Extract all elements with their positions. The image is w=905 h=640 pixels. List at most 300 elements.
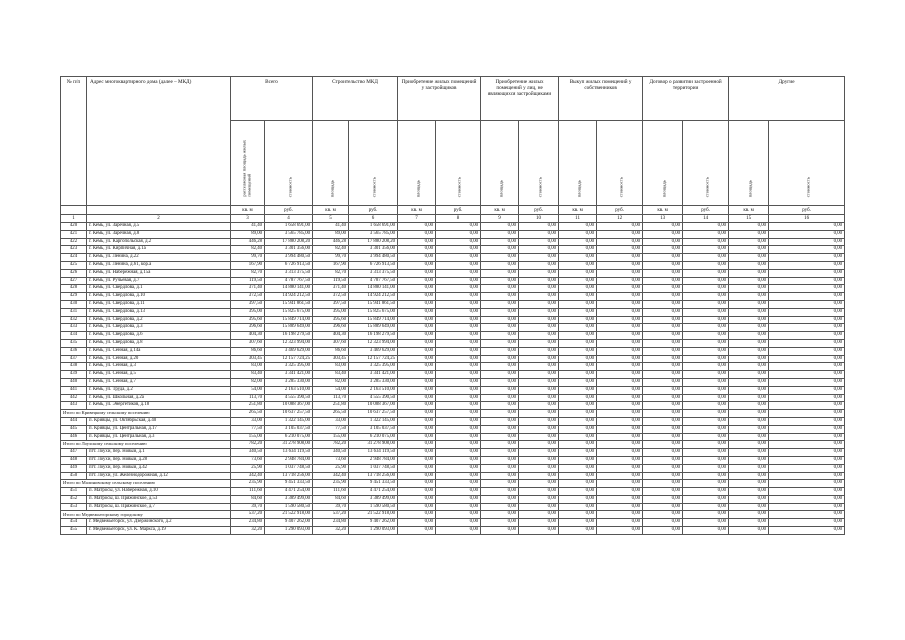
subheader-settled-area: расселяемая площадь жилых помещений — [231, 121, 265, 206]
zero-area-cell: 0,00 — [729, 449, 769, 457]
zero-area-cell: 0,00 — [729, 324, 769, 332]
table-row — [61, 285, 845, 293]
total-cost-cell: 10 637 257,50 — [265, 410, 313, 418]
zero-cost-cell: 0,00 — [683, 410, 729, 418]
zero-area-cell: 0,00 — [643, 425, 683, 433]
zero-area-cell: 0,00 — [481, 495, 519, 503]
zero-area-cell: 0,00 — [643, 386, 683, 394]
zero-cost-cell: 0,00 — [519, 488, 559, 496]
table-row — [61, 355, 845, 363]
row-address: г. Кемь, ул. Сенная, д.7 — [87, 378, 231, 386]
subtotal-label: Итого по Малиновскому сельскому поселению — [61, 480, 231, 488]
zero-cost-cell: 0,00 — [597, 363, 643, 371]
zero-area-cell: 0,00 — [643, 308, 683, 316]
zero-area-cell: 0,00 — [398, 363, 436, 371]
zero-cost-cell: 0,00 — [436, 519, 481, 527]
table-row — [61, 254, 845, 262]
zero-area-cell: 0,00 — [643, 347, 683, 355]
table-body — [61, 223, 845, 535]
settled-area-cell: 25,90 — [231, 464, 265, 472]
zero-area-cell: 0,00 — [559, 277, 597, 285]
zero-cost-cell: 0,00 — [597, 339, 643, 347]
zero-area-cell: 0,00 — [559, 410, 597, 418]
zero-area-cell: 0,00 — [481, 456, 519, 464]
zero-area-cell: 0,00 — [729, 339, 769, 347]
construction-cost-cell: 1 322 145,00 — [349, 417, 398, 425]
zero-cost-cell: 0,00 — [519, 371, 559, 379]
zero-cost-cell: 0,00 — [683, 363, 729, 371]
row-address: п. Кривцы, ул. Октябрьская, д.40 — [87, 417, 231, 425]
zero-area-cell: 0,00 — [398, 527, 436, 535]
zero-area-cell: 0,00 — [481, 308, 519, 316]
column-number: 4 — [265, 215, 313, 223]
construction-area-cell: 111,60 — [313, 488, 349, 496]
total-cost-cell: 1 590 580,50 — [265, 503, 313, 511]
header-buyout: Выкуп жилых помещений у собственников — [559, 77, 643, 121]
unit-cell — [61, 206, 87, 215]
table-row — [61, 464, 845, 472]
zero-cost-cell: 0,00 — [519, 300, 559, 308]
zero-cost-cell: 0,00 — [769, 269, 845, 277]
settled-area-cell: 111,60 — [231, 488, 265, 496]
zero-area-cell: 0,00 — [643, 464, 683, 472]
unit-cell: кв. м — [231, 206, 265, 215]
zero-cost-cell: 0,00 — [597, 495, 643, 503]
construction-cost-cell: 12 323 994,00 — [349, 339, 398, 347]
zero-area-cell: 0,00 — [398, 347, 436, 355]
zero-area-cell: 0,00 — [729, 519, 769, 527]
header-development-contract: Договор о развитии застроенной территории — [643, 77, 729, 121]
zero-area-cell: 0,00 — [398, 324, 436, 332]
column-number: 11 — [559, 215, 597, 223]
zero-area-cell: 0,00 — [481, 223, 519, 231]
total-cost-cell: 3 301 356,00 — [265, 246, 313, 254]
document-sheet — [60, 76, 844, 535]
total-cost-cell: 12 323 994,00 — [265, 339, 313, 347]
construction-cost-cell: 13 634 119,50 — [349, 449, 398, 457]
construction-cost-cell: 6 210 075,00 — [349, 433, 398, 441]
zero-cost-cell: 0,00 — [597, 277, 643, 285]
zero-area-cell: 0,00 — [559, 316, 597, 324]
zero-cost-cell: 0,00 — [597, 488, 643, 496]
header-acquisition-developers: Приобретение жилых помещений у застройщиков — [398, 77, 481, 121]
zero-area-cell: 0,00 — [559, 269, 597, 277]
zero-cost-cell: 0,00 — [683, 308, 729, 316]
zero-cost-cell: 0,00 — [436, 355, 481, 363]
zero-area-cell: 0,00 — [559, 417, 597, 425]
zero-cost-cell: 0,00 — [769, 254, 845, 262]
zero-area-cell: 0,00 — [729, 261, 769, 269]
unit-cell: руб. — [265, 206, 313, 215]
total-cost-cell: 9 451 333,50 — [265, 480, 313, 488]
zero-area-cell: 0,00 — [398, 246, 436, 254]
zero-area-cell: 0,00 — [559, 480, 597, 488]
zero-cost-cell: 0,00 — [597, 519, 643, 527]
zero-cost-cell: 0,00 — [597, 347, 643, 355]
zero-cost-cell: 0,00 — [597, 417, 643, 425]
zero-area-cell: 0,00 — [398, 503, 436, 511]
zero-area-cell: 0,00 — [643, 449, 683, 457]
table-row — [61, 300, 845, 308]
zero-area-cell: 0,00 — [729, 277, 769, 285]
construction-cost-cell: 1 290 093,00 — [349, 527, 398, 535]
row-number: 449 — [61, 464, 87, 472]
zero-cost-cell: 0,00 — [519, 316, 559, 324]
zero-area-cell: 0,00 — [729, 254, 769, 262]
zero-cost-cell: 0,00 — [683, 238, 729, 246]
zero-area-cell: 0,00 — [559, 488, 597, 496]
zero-cost-cell: 0,00 — [436, 386, 481, 394]
zero-area-cell: 0,00 — [481, 402, 519, 410]
zero-cost-cell: 0,00 — [436, 371, 481, 379]
settled-area-cell: 32,20 — [231, 527, 265, 535]
zero-cost-cell: 0,00 — [683, 456, 729, 464]
zero-cost-cell: 0,00 — [683, 269, 729, 277]
zero-area-cell: 0,00 — [729, 527, 769, 535]
row-address: п. Кривцы, ул. Центральная, д.3 — [87, 433, 231, 441]
zero-area-cell: 0,00 — [559, 332, 597, 340]
zero-cost-cell: 0,00 — [436, 324, 481, 332]
construction-area-cell: 83,40 — [313, 371, 349, 379]
zero-area-cell: 0,00 — [729, 417, 769, 425]
subtotal-row — [61, 511, 845, 519]
total-cost-cell: 2 163 510,00 — [265, 386, 313, 394]
zero-area-cell: 0,00 — [729, 246, 769, 254]
subheader-area: площадь — [398, 121, 436, 206]
zero-area-cell: 0,00 — [559, 363, 597, 371]
zero-cost-cell: 0,00 — [436, 433, 481, 441]
zero-cost-cell: 0,00 — [519, 386, 559, 394]
zero-cost-cell: 0,00 — [597, 464, 643, 472]
zero-cost-cell: 0,00 — [769, 261, 845, 269]
zero-area-cell: 0,00 — [481, 394, 519, 402]
construction-area-cell: 119,50 — [313, 277, 349, 285]
construction-cost-cell: 3 565 785,00 — [349, 230, 398, 238]
zero-area-cell: 0,00 — [398, 371, 436, 379]
zero-cost-cell: 0,00 — [769, 332, 845, 340]
construction-area-cell: 89,00 — [313, 230, 349, 238]
zero-area-cell: 0,00 — [729, 378, 769, 386]
table-row — [61, 456, 845, 464]
zero-area-cell: 0,00 — [729, 480, 769, 488]
zero-cost-cell: 0,00 — [769, 246, 845, 254]
row-number: 440 — [61, 378, 87, 386]
zero-area-cell: 0,00 — [481, 246, 519, 254]
table-row — [61, 324, 845, 332]
zero-area-cell: 0,00 — [398, 230, 436, 238]
zero-cost-cell: 0,00 — [519, 425, 559, 433]
zero-area-cell: 0,00 — [729, 488, 769, 496]
zero-area-cell: 0,00 — [559, 371, 597, 379]
zero-cost-cell: 0,00 — [597, 254, 643, 262]
zero-cost-cell: 0,00 — [683, 223, 729, 231]
zero-area-cell: 0,00 — [559, 230, 597, 238]
zero-cost-cell: 0,00 — [769, 347, 845, 355]
table-row — [61, 308, 845, 316]
zero-cost-cell: 0,00 — [683, 480, 729, 488]
zero-cost-cell: 0,00 — [683, 293, 729, 301]
zero-area-cell: 0,00 — [559, 285, 597, 293]
total-cost-cell: 9 407 262,00 — [265, 519, 313, 527]
table-row — [61, 503, 845, 511]
subtotal-label: Итого по Кривецкому сельскому поселению — [61, 410, 231, 418]
zero-cost-cell: 0,00 — [683, 464, 729, 472]
unit-cell: руб. — [349, 206, 398, 215]
zero-cost-cell: 0,00 — [683, 230, 729, 238]
zero-area-cell: 0,00 — [729, 425, 769, 433]
zero-cost-cell: 0,00 — [519, 441, 559, 449]
column-number: 16 — [769, 215, 845, 223]
zero-cost-cell: 0,00 — [683, 527, 729, 535]
unit-cell: кв. м — [313, 206, 349, 215]
zero-cost-cell: 0,00 — [683, 371, 729, 379]
construction-area-cell: 33,00 — [313, 417, 349, 425]
zero-area-cell: 0,00 — [729, 371, 769, 379]
row-address: г. Кемь, ул. Свердлова, д.10 — [87, 293, 231, 301]
zero-area-cell: 0,00 — [559, 386, 597, 394]
row-number: 434 — [61, 332, 87, 340]
zero-cost-cell: 0,00 — [597, 355, 643, 363]
zero-cost-cell: 0,00 — [519, 363, 559, 371]
zero-cost-cell: 0,00 — [519, 449, 559, 457]
zero-area-cell: 0,00 — [481, 293, 519, 301]
construction-area-cell: 155,00 — [313, 433, 349, 441]
zero-cost-cell: 0,00 — [519, 230, 559, 238]
table-row — [61, 394, 845, 402]
subheader-area: площадь — [313, 121, 349, 206]
column-number: 7 — [398, 215, 436, 223]
construction-area-cell: 54,00 — [313, 386, 349, 394]
row-address: г. Кемь, ул. Заречная, д.5 — [87, 223, 231, 231]
construction-cost-cell: 9 407 262,00 — [349, 519, 398, 527]
zero-area-cell: 0,00 — [643, 527, 683, 535]
total-cost-cell: 3 341 421,00 — [265, 371, 313, 379]
total-cost-cell: 15 889 649,00 — [265, 324, 313, 332]
zero-area-cell: 0,00 — [729, 332, 769, 340]
zero-area-cell: 0,00 — [398, 480, 436, 488]
zero-cost-cell: 0,00 — [519, 246, 559, 254]
row-number: 424 — [61, 254, 87, 262]
unit-cell — [87, 206, 231, 215]
unit-cell: кв. м — [559, 206, 597, 215]
zero-cost-cell: 0,00 — [519, 261, 559, 269]
zero-cost-cell: 0,00 — [769, 293, 845, 301]
zero-area-cell: 0,00 — [729, 363, 769, 371]
zero-area-cell: 0,00 — [729, 472, 769, 480]
total-cost-cell: 21 522 918,00 — [265, 511, 313, 519]
construction-area-cell: 99,70 — [313, 254, 349, 262]
settled-area-cell: 99,70 — [231, 254, 265, 262]
construction-area-cell: 235,90 — [313, 480, 349, 488]
zero-area-cell: 0,00 — [729, 308, 769, 316]
zero-area-cell: 0,00 — [643, 511, 683, 519]
row-address: г. Кемь, ул. Заречная, д.8 — [87, 230, 231, 238]
zero-area-cell: 0,00 — [481, 254, 519, 262]
zero-area-cell: 0,00 — [643, 277, 683, 285]
construction-area-cell: 782,20 — [313, 441, 349, 449]
zero-area-cell: 0,00 — [481, 503, 519, 511]
zero-cost-cell: 0,00 — [769, 425, 845, 433]
settled-area-cell: 54,00 — [231, 386, 265, 394]
settled-area-cell: 33,00 — [231, 417, 265, 425]
row-number: 448 — [61, 456, 87, 464]
zero-area-cell: 0,00 — [481, 238, 519, 246]
subtotal-label: Итого по Медвежьегорскому городскому — [61, 511, 231, 519]
settled-area-cell: 371,40 — [231, 285, 265, 293]
total-cost-cell: 2 948 784,00 — [265, 456, 313, 464]
zero-area-cell: 0,00 — [398, 308, 436, 316]
zero-area-cell: 0,00 — [398, 425, 436, 433]
zero-cost-cell: 0,00 — [683, 347, 729, 355]
zero-area-cell: 0,00 — [643, 254, 683, 262]
zero-cost-cell: 0,00 — [769, 378, 845, 386]
zero-cost-cell: 0,00 — [683, 378, 729, 386]
zero-area-cell: 0,00 — [643, 394, 683, 402]
total-cost-cell: 15 825 675,00 — [265, 308, 313, 316]
zero-cost-cell: 0,00 — [519, 238, 559, 246]
settled-area-cell: 73,60 — [231, 456, 265, 464]
zero-area-cell: 0,00 — [559, 394, 597, 402]
zero-cost-cell: 0,00 — [436, 441, 481, 449]
row-number: 433 — [61, 324, 87, 332]
row-number: 431 — [61, 308, 87, 316]
row-number: 443 — [61, 402, 87, 410]
header-acquisition-non-developers: Приобретение жилых помещений у лиц, не являющихся застройщиками — [481, 77, 559, 121]
construction-cost-cell: 3 325 395,00 — [349, 363, 398, 371]
construction-cost-cell: 15 941 861,50 — [349, 300, 398, 308]
table-row — [61, 316, 845, 324]
zero-cost-cell: 0,00 — [519, 417, 559, 425]
total-cost-cell: 3 469 629,00 — [265, 347, 313, 355]
zero-cost-cell: 0,00 — [519, 402, 559, 410]
construction-cost-cell: 3 389 499,00 — [349, 495, 398, 503]
zero-cost-cell: 0,00 — [519, 472, 559, 480]
subheader-cost: стоимость — [769, 121, 845, 206]
zero-area-cell: 0,00 — [643, 293, 683, 301]
row-number: 445 — [61, 425, 87, 433]
zero-area-cell: 0,00 — [398, 495, 436, 503]
table-row — [61, 495, 845, 503]
zero-area-cell: 0,00 — [559, 511, 597, 519]
settled-area-cell: 155,00 — [231, 433, 265, 441]
zero-area-cell: 0,00 — [643, 488, 683, 496]
zero-area-cell: 0,00 — [398, 238, 436, 246]
subheader-cost: стоимость — [683, 121, 729, 206]
zero-area-cell: 0,00 — [481, 433, 519, 441]
zero-area-cell: 0,00 — [481, 425, 519, 433]
zero-area-cell: 0,00 — [398, 417, 436, 425]
zero-cost-cell: 0,00 — [769, 363, 845, 371]
zero-area-cell: 0,00 — [398, 433, 436, 441]
zero-area-cell: 0,00 — [398, 339, 436, 347]
zero-cost-cell: 0,00 — [436, 456, 481, 464]
zero-area-cell: 0,00 — [481, 269, 519, 277]
zero-cost-cell: 0,00 — [683, 316, 729, 324]
column-number: 12 — [597, 215, 643, 223]
settled-area-cell: 404,30 — [231, 332, 265, 340]
settled-area-cell: 234,80 — [231, 519, 265, 527]
zero-cost-cell: 0,00 — [597, 456, 643, 464]
zero-area-cell: 0,00 — [643, 261, 683, 269]
construction-area-cell: 396,60 — [313, 324, 349, 332]
column-number: 6 — [349, 215, 398, 223]
zero-cost-cell: 0,00 — [683, 261, 729, 269]
table-row — [61, 238, 845, 246]
row-number: 427 — [61, 277, 87, 285]
zero-area-cell: 0,00 — [398, 441, 436, 449]
zero-cost-cell: 0,00 — [769, 488, 845, 496]
zero-area-cell: 0,00 — [559, 246, 597, 254]
settled-area-cell: 113,70 — [231, 394, 265, 402]
table-row — [61, 223, 845, 231]
zero-cost-cell: 0,00 — [683, 495, 729, 503]
zero-cost-cell: 0,00 — [683, 285, 729, 293]
table-row — [61, 417, 845, 425]
table-row — [61, 449, 845, 457]
row-number: 435 — [61, 339, 87, 347]
construction-area-cell: 537,20 — [313, 511, 349, 519]
total-cost-cell: 6 726 913,50 — [265, 261, 313, 269]
construction-cost-cell: 3 313 375,50 — [349, 269, 398, 277]
zero-cost-cell: 0,00 — [436, 402, 481, 410]
zero-cost-cell: 0,00 — [436, 230, 481, 238]
zero-area-cell: 0,00 — [729, 441, 769, 449]
zero-cost-cell: 0,00 — [436, 347, 481, 355]
construction-area-cell: 86,60 — [313, 347, 349, 355]
zero-cost-cell: 0,00 — [683, 503, 729, 511]
zero-cost-cell: 0,00 — [436, 339, 481, 347]
construction-cost-cell: 3 341 421,00 — [349, 371, 398, 379]
row-number: 437 — [61, 355, 87, 363]
zero-cost-cell: 0,00 — [436, 417, 481, 425]
zero-cost-cell: 0,00 — [519, 378, 559, 386]
zero-area-cell: 0,00 — [398, 285, 436, 293]
construction-cost-cell: 12 157 724,25 — [349, 355, 398, 363]
column-number: 3 — [231, 215, 265, 223]
zero-area-cell: 0,00 — [559, 527, 597, 535]
construction-area-cell: 83,00 — [313, 363, 349, 371]
row-address: г. Кемь, ул. Свердлова, д.8 — [87, 339, 231, 347]
zero-cost-cell: 0,00 — [769, 300, 845, 308]
settled-area-cell: 82,70 — [231, 269, 265, 277]
unit-cell: руб. — [769, 206, 845, 215]
row-address: г. Кемь, ул. Свердлова, д.11 — [87, 300, 231, 308]
construction-area-cell: 84,60 — [313, 495, 349, 503]
zero-area-cell: 0,00 — [481, 417, 519, 425]
zero-area-cell: 0,00 — [481, 441, 519, 449]
zero-area-cell: 0,00 — [729, 511, 769, 519]
zero-area-cell: 0,00 — [643, 332, 683, 340]
zero-area-cell: 0,00 — [643, 269, 683, 277]
zero-cost-cell: 0,00 — [597, 324, 643, 332]
subheader-area: площадь — [643, 121, 683, 206]
construction-cost-cell: 1 590 580,50 — [349, 503, 398, 511]
total-cost-cell: 4 471 254,00 — [265, 488, 313, 496]
zero-area-cell: 0,00 — [398, 386, 436, 394]
zero-area-cell: 0,00 — [559, 300, 597, 308]
zero-area-cell: 0,00 — [643, 371, 683, 379]
zero-cost-cell: 0,00 — [519, 464, 559, 472]
zero-cost-cell: 0,00 — [683, 394, 729, 402]
zero-cost-cell: 0,00 — [597, 300, 643, 308]
zero-cost-cell: 0,00 — [519, 527, 559, 535]
zero-cost-cell: 0,00 — [597, 449, 643, 457]
zero-area-cell: 0,00 — [643, 339, 683, 347]
settled-area-cell: 119,50 — [231, 277, 265, 285]
zero-cost-cell: 0,00 — [436, 223, 481, 231]
row-address: г. Кемь, ул. Кирпичная, д.1а — [87, 246, 231, 254]
zero-cost-cell: 0,00 — [597, 223, 643, 231]
